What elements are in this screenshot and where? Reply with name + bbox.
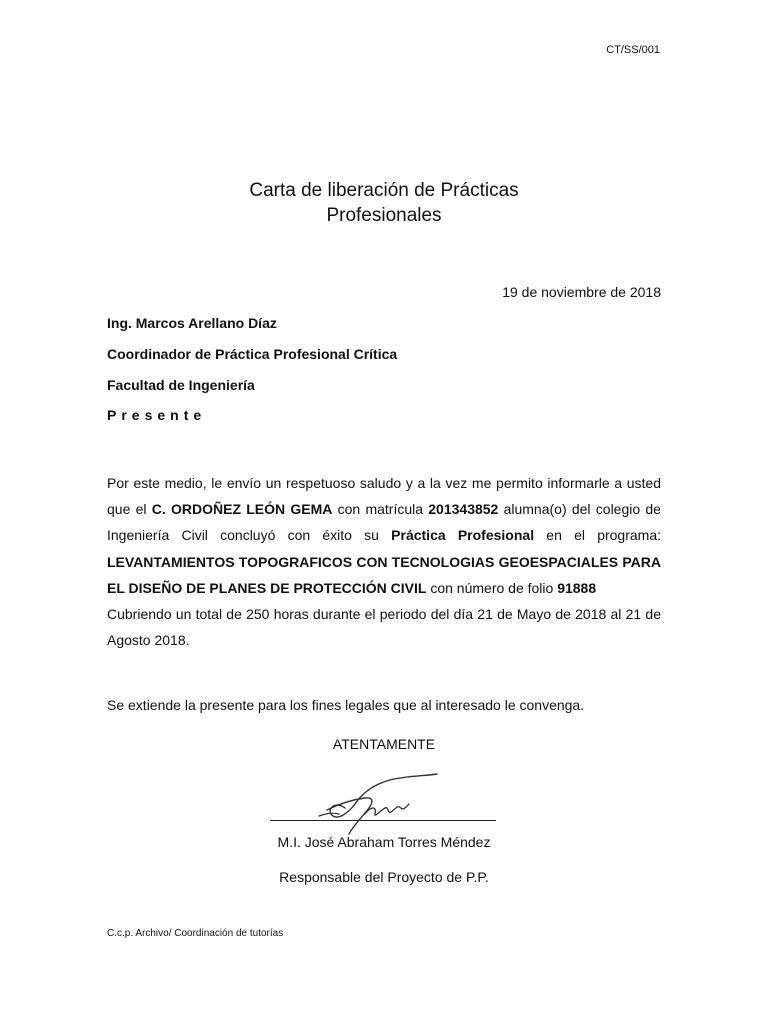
- practice-label: Práctica Profesional: [391, 527, 535, 544]
- student-name: C. ORDOÑEZ LEÓN GEMA: [151, 501, 333, 518]
- recipient-name: Ing. Marcos Arellano Díaz: [107, 315, 277, 331]
- letter-title: [0, 178, 768, 228]
- body-text-b: con matrícula: [332, 501, 429, 518]
- atentamente-label: ATENTAMENTE: [332, 736, 436, 752]
- body-text-e: con número de folio: [426, 579, 558, 596]
- body-paragraph-2: Cubriendo un total de 250 horas durante el periodo del día 21 de Mayo de 2018 al 21 de Agosto 2018.: [107, 606, 661, 649]
- title-line-2: Profesionales: [326, 205, 442, 226]
- ccp-note: C.c.p. Archivo/ Coordinación de tutorías: [107, 928, 284, 939]
- letter-date: 19 de noviembre de 2018: [502, 284, 661, 300]
- body-text-c: alumna(o) del colegio de Ingeniería Civil concluyó con éxito su: [107, 501, 661, 544]
- document-code: CT/SS/001: [606, 44, 660, 56]
- title-line-1: Carta de liberación de Prácticas: [249, 180, 519, 201]
- student-id: 201343852: [428, 501, 499, 518]
- signer-name: M.I. José Abraham Torres Méndez: [277, 834, 491, 850]
- signer-role: Responsable del Proyecto de P.P.: [279, 869, 489, 885]
- presente-label: Presente: [107, 407, 207, 423]
- letter-body: [107, 470, 661, 653]
- recipient-faculty: Facultad de Ingeniería: [107, 377, 255, 393]
- handwritten-signature: [305, 770, 445, 840]
- body-paragraph-1: [107, 470, 661, 601]
- closing-statement: Se extiende la presente para los fines legales que al interesado le convenga.: [107, 697, 585, 713]
- folio-number: 91888: [557, 579, 597, 596]
- recipient-position: Coordinador de Práctica Profesional Crítica: [107, 346, 398, 362]
- body-text-a: Por este medio, le envío un respetuoso saludo y a la vez me permito informarle a usted que el: [107, 475, 661, 518]
- body-text-d: en el programa:: [534, 527, 661, 544]
- program-name: LEVANTAMIENTOS TOPOGRAFICOS CON TECNOLOGIAS GEOESPACIALES PARA EL DISEÑO DE PLANES DE PROTECCIÓN CIVIL: [107, 553, 661, 596]
